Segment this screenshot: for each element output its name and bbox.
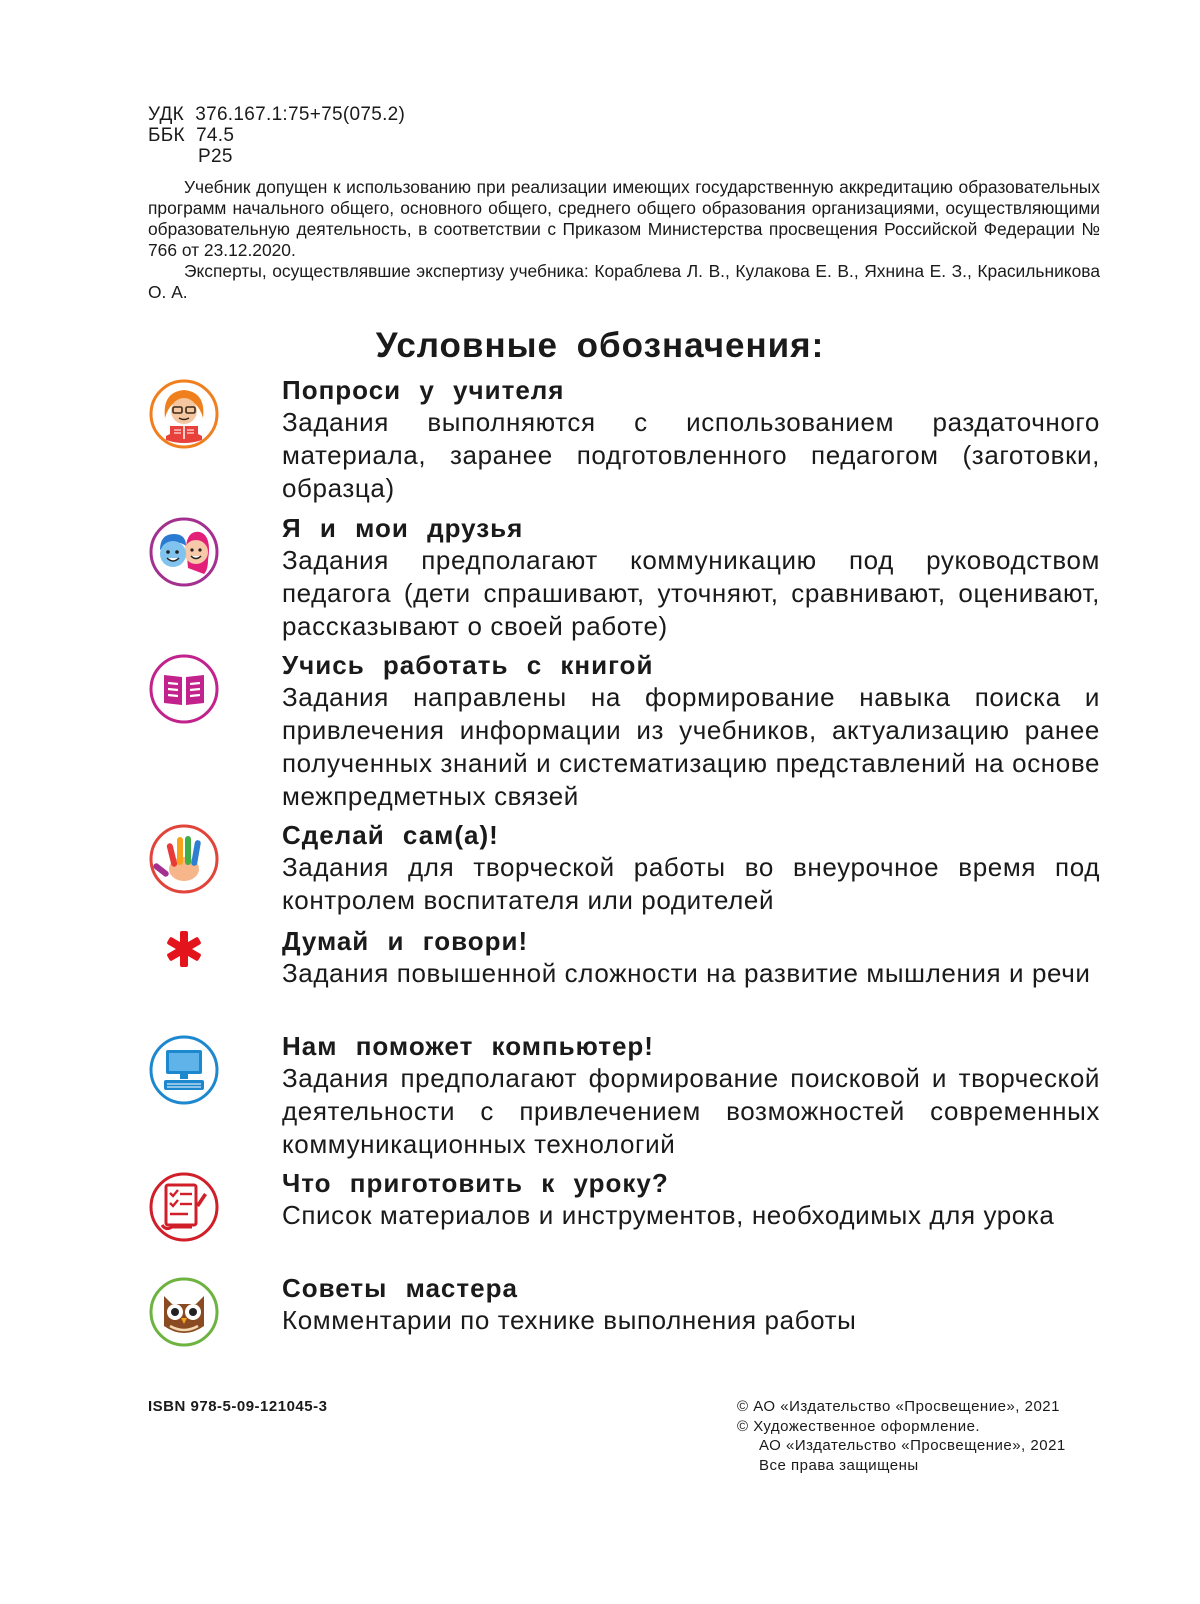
- udk-code: УДК 376.167.1:75+75(075.2): [148, 104, 406, 125]
- legend-item-desc: Задания предполагают формирование поисковой и творческой деятельности с привлечением возможностей современных коммуникационных технологий: [282, 1063, 1100, 1159]
- bbk-code: ББК 74.5: [148, 125, 235, 146]
- approval-block: [148, 177, 1100, 303]
- copyright-line: © Художественное оформление.: [737, 1417, 981, 1435]
- legend-item-desc: Задания направлены на формирование навыка поиска и привлечения информации из учебников, актуализацию ранее полученных знаний и систематизацию представлений на основе межпредметных связей: [282, 682, 1100, 811]
- copyright-line: АО «Издательство «Просвещение», 2021: [759, 1437, 1066, 1454]
- hand-icon: [148, 823, 220, 895]
- legend-item-title: Нам поможет компьютер!: [282, 1031, 654, 1061]
- owl-icon: [148, 1276, 220, 1348]
- legend-item-title: Сделай сам(а)!: [282, 820, 499, 850]
- teacher-icon: [148, 378, 220, 450]
- legend-item-title: Думай и говори!: [282, 926, 529, 956]
- friends-icon: [148, 516, 220, 588]
- legend-item-desc: Задания выполняются с использованием раздаточного материала, заранее подготовленного педагогом (заготовки, образца): [282, 407, 1100, 503]
- legend-item-desc: Задания для творческой работы во внеурочное время под контролем воспитателя или родителей: [282, 852, 1100, 915]
- approval-text: Учебник допущен к использованию при реализации имеющих государственную аккредитацию образовательных программ начального общего, основного общего, среднего общего образования организациями, осуществляющими образовательную деятельность, в соответствии с Приказом Министерства просвещения Российской Федерации № 766 от 23.12.2020.: [148, 177, 1100, 260]
- legend-item-desc: Список материалов и инструментов, необходимых для урока: [282, 1200, 1055, 1230]
- legend-item-title: Советы мастера: [282, 1273, 518, 1303]
- legend-item-title: Учись работать с книгой: [282, 650, 654, 680]
- legend-item-title: Я и мои друзья: [282, 513, 524, 543]
- asterisk-icon: [148, 929, 220, 1001]
- author-mark: Р25: [198, 146, 233, 167]
- legend-item-title: Попроси у учителя: [282, 375, 565, 405]
- copyright-line: © АО «Издательство «Просвещение», 2021: [737, 1398, 1060, 1415]
- legend-item-desc: Задания предполагают коммуникацию под руководством педагога (дети спрашивают, уточняют, сравнивают, оценивают, рассказывают о своей работе): [282, 545, 1100, 641]
- checklist-icon: [148, 1171, 220, 1243]
- legend-item-title: Что приготовить к уроку?: [282, 1168, 669, 1198]
- copyright-line: Все права защищены: [759, 1456, 919, 1474]
- bibliographic-block: [148, 104, 405, 167]
- legend-title: Условные обозначения:: [375, 326, 825, 365]
- isbn: ISBN 978-5-09-121045-3: [148, 1398, 328, 1415]
- legend-item-desc: Комментарии по технике выполнения работы: [282, 1305, 857, 1335]
- copyright-block: [737, 1397, 1100, 1475]
- experts-text: Эксперты, осуществлявшие экспертизу учебника: Кораблева Л. В., Кулакова Е. В., Яхнина Е. З., Красильникова О. А.: [148, 261, 1100, 302]
- legend-item-desc: Задания повышенной сложности на развитие мышления и речи: [282, 958, 1091, 988]
- book-icon: [148, 653, 220, 725]
- computer-icon: [148, 1034, 220, 1106]
